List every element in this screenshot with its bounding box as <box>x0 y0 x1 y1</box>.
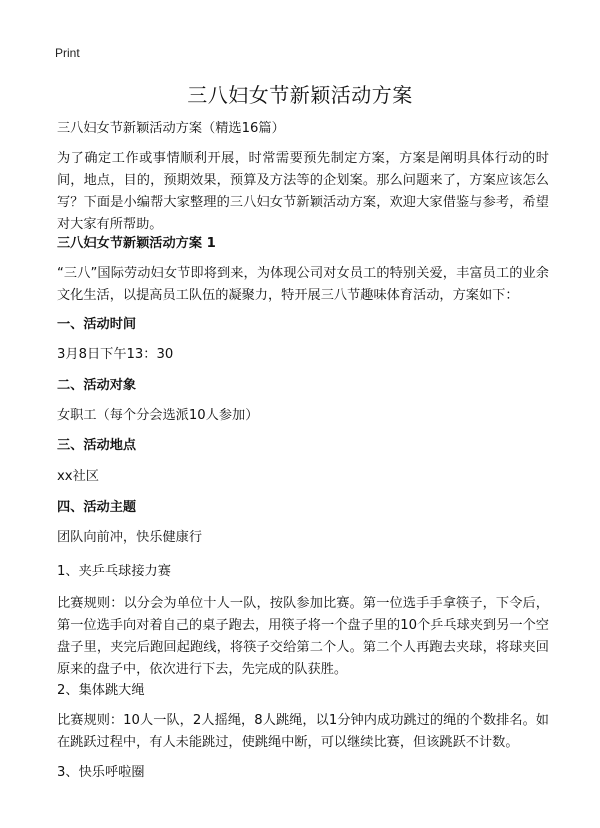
print-label: Print <box>55 46 80 60</box>
target-value: 女职工（每个分会选派10人参加） <box>57 408 259 423</box>
heading-theme: 四、活动主题 <box>57 500 137 515</box>
place-value: xx社区 <box>57 469 99 484</box>
item1-rules: 比赛规则：以分会为单位十人一队，按队参加比赛。第一位选手手拿筷子，下令后，第一位选手向对着自己的桌子跑去，用筷子将一个盘子里的10个乒乓球夹到另一个空盘子里，夹完后跑回起跑线，将筷子交给第二个人。第二个人再跑去夹球，将球夹回原来的盘子中，依次进行下去，先完成的队获胜。 <box>57 596 549 677</box>
heading-time: 一、活动时间 <box>57 317 137 332</box>
item1-title: 1、夹乒乓球接力赛 <box>57 564 171 579</box>
theme-value: 团队向前冲，快乐健康行 <box>57 530 203 545</box>
heading-target: 二、活动对象 <box>57 378 137 393</box>
section-intro-paragraph: “三八”国际劳动妇女节即将到来，为体现公司对女员工的特别关爱，丰富员工的业余文化生活，以提高员工队伍的凝聚力，特开展三八节趣味体育活动，方案如下： <box>57 266 549 303</box>
item2-rules: 比赛规则：10人一队，2人摇绳，8人跳绳，以1分钟内成功跳过的绳的个数排名。如在跳跃过程中，有人未能跳过，使跳绳中断，可以继续比赛，但该跳跃不计数。 <box>57 713 549 750</box>
document-subtitle: 三八妇女节新颖活动方案（精选16篇） <box>57 121 285 136</box>
item3-title: 3、快乐呼啦圈 <box>57 765 145 780</box>
document-title: 三八妇女节新颖活动方案 <box>187 83 413 107</box>
heading-place: 三、活动地点 <box>57 438 137 453</box>
time-value: 3月8日下午13：30 <box>57 347 174 362</box>
intro-paragraph: 为了确定工作或事情顺利开展，时常需要预先制定方案，方案是阐明具体行动的时间，地点，目的，预期效果，预算及方法等的企划案。那么问题来了，方案应该怎么写？下面是小编帮大家整理的三八妇女节新颖活动方案，欢迎大家借鉴与参考，希望对大家有所帮助。 <box>57 151 549 232</box>
item2-title: 2、集体跳大绳 <box>57 683 145 698</box>
section-title: 三八妇女节新颖活动方案 1 <box>57 236 216 251</box>
